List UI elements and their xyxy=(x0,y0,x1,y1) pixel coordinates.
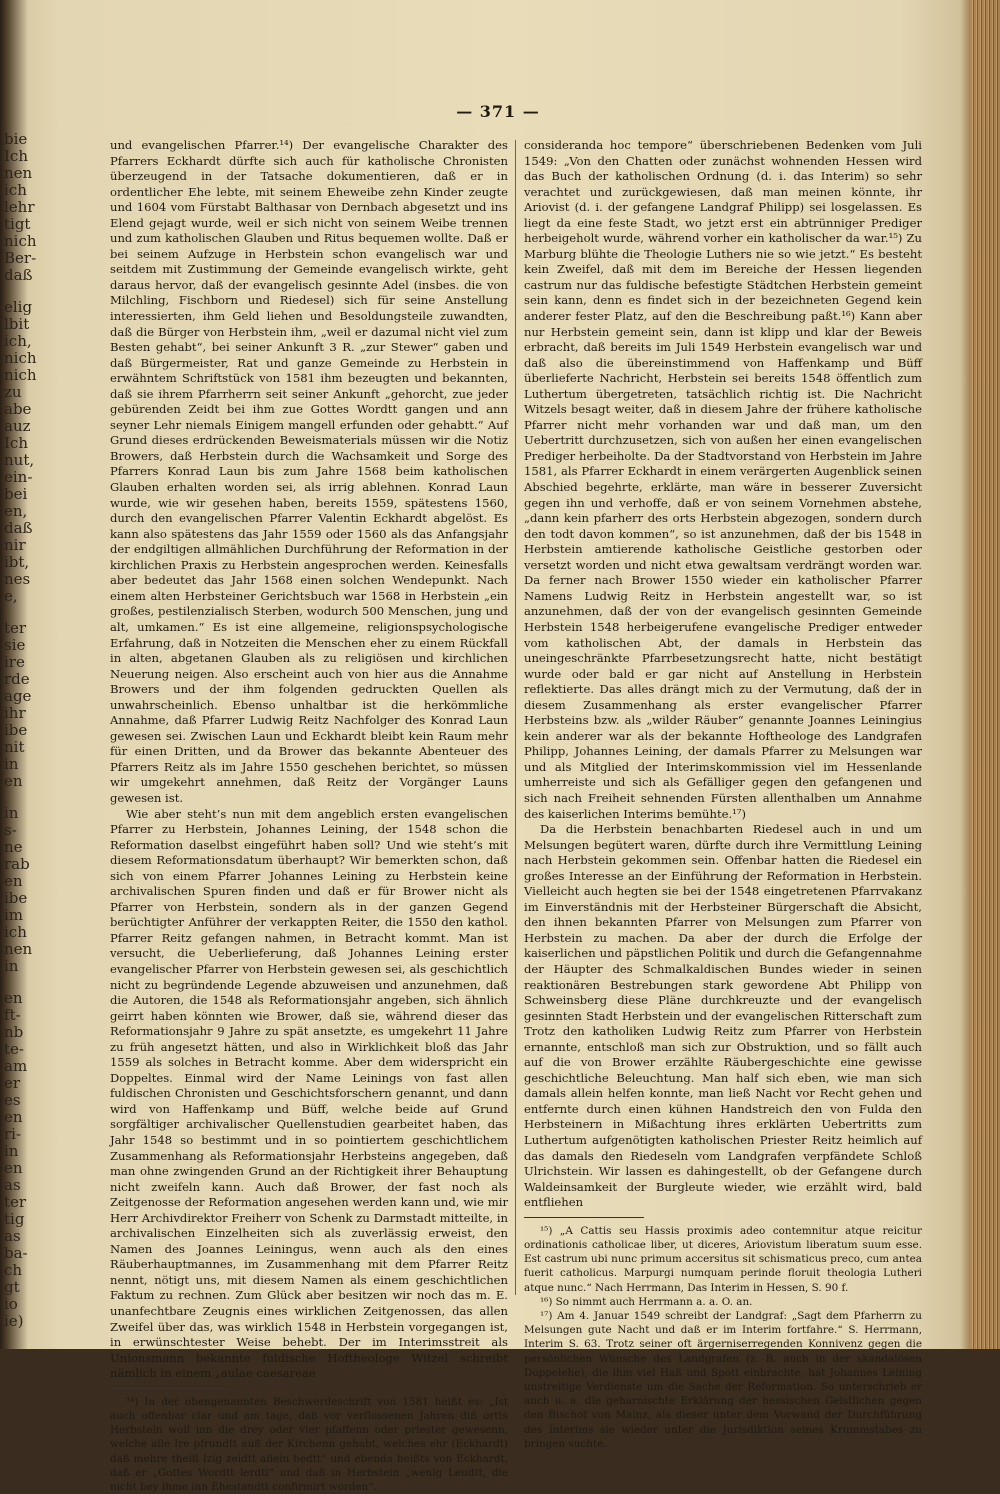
margin-fragment: elig xyxy=(4,298,33,316)
margin-fragment: ba- xyxy=(4,1244,28,1262)
margin-fragment: s- xyxy=(4,821,17,839)
margin-fragment: ich, xyxy=(4,332,32,350)
left-page-edge xyxy=(0,0,48,1349)
margin-fragment: ibt, xyxy=(4,553,30,571)
margin-fragment: ibe xyxy=(4,889,28,907)
margin-fragment: en xyxy=(4,872,23,890)
margin-fragment: ri- xyxy=(4,1125,22,1143)
right-text-column xyxy=(524,138,922,1451)
margin-fragment: nen xyxy=(4,164,33,182)
margin-fragment: en, xyxy=(4,502,28,520)
body-paragraph: consideranda hoc tempore“ überschriebenen Bedenken vom Juli 1549: „Von den Chatten oder zunächst wohnenden Hessen wird das Buch der katholischen Ordnung (d. i. das Interim) so sehr verachtet und zurückgewiesen, daß man meinen könnte, ihr Ariovist (d. i. der gefangene Landgraf Philipp) sei losgelassen. Es liegt da eine feste Stadt, wo jetzt erst ein abtrünniger Prediger herbeigeholt wurde, während vorher ein katholischer da war.¹⁵) Zu Marburg blühte die Theologie Luthers nie so wie jetzt.“ Es besteht kein Zweifel, daß mit dem im Bereiche der Hessen liegenden castrum nur das fuldische befestigte Städtchen Herbstein gemeint sein kann, denn es findet sich in der bezeichneten Gegend kein anderer fester Platz, auf den die Beschreibung paßt.¹⁶) Kann aber nur Herbstein gemeint sein, dann ist klipp und klar der Beweis erbracht, daß bereits im Juli 1549 Herbstein evangelisch war und daß also die übereinstimmend von Haffenkamp und Büff überlieferte Nachricht, Herbstein sei bereits 1548 öffentlich zum Luthertum übergetreten, tatsächlich richtig ist. Die Nachricht Witzels besagt weiter, daß in diesem Jahre der frühere katholische Pfarrer nicht mehr vorhanden war und daß man, um den Uebertritt durchzusetzen, sich von außen her einen evangelischen Prediger herbeiholte. Da der Stadtvorstand von Herbstein im Jahre 1581, als Pfarrer Eckhardt in einem verärgerten Augenblick seinen Abschied begehrte, erklärte, man wäre in besserer Zuversicht gegen ihn und verhoffe, daß er von seinem Vornehmen abstehe, „dann kein pfarherr des orts Herbstein abgezogen, sondern durch den todt davon kommen“, so ist anzunehmen, daß der bis 1548 in Herbstein amtierende katholische Geistliche gestorben oder versetzt worden und nicht etwa gewaltsam verdrängt worden war. Da ferner nach Brower 1550 wieder ein katholischer Pfarrer Namens Ludwig Reitz in Herbstein angestellt war, so ist anzunehmen, daß der von der evangelisch gesinnten Gemeinde Herbstein 1548 herbeigerufene evangelische Prediger entweder vom katholischen Abt, der damals in Herbstein das uneingeschränkte Pfarrbesetzungsrecht hatte, nicht bestätigt wurde oder bald er gar nicht auf Anstellung in Herbstein reflektierte. Das alles drängt mich zu der Vermutung, daß der in diesem Zusammenhang als erster evangelischer Pfarrer Herbsteins bzw. als „wilder Räuber“ genannte Joannes Leiningius kein anderer war als der bekannte Hoftheologe des Landgrafen Philipp, Johannes Leining, der damals Pfarrer zu Melsungen war und als Mitglied der Interimskommission viel im Hessenlande umherreiste und sich als Gefälliger gegen den gefangenen und sich nach Freiheit sehnenden Fürsten allenthalben um Annahme des kaiserlichen Interims bemühte.¹⁷) xyxy=(524,138,922,821)
margin-fragment: io xyxy=(4,1295,18,1313)
margin-fragment: ch xyxy=(4,1261,23,1279)
margin-fragment: nich xyxy=(4,349,37,367)
margin-fragment: ich xyxy=(4,923,27,941)
margin-fragment: ein- xyxy=(4,468,33,486)
margin-fragment: nich xyxy=(4,366,37,384)
footnote: ¹⁵) „A Cattis seu Hassis proximis adeo contemnitur atque reicitur ordinationis catholicae liber, ut diceres, Ariovistum liberatum suum esse. Est castrum ubi nunc primum accersitus sit schismaticus preco, cum antea fuerit catholicus. Marpurgi numquam perinde floruit theologia Lutheri atque nunc.“ Nach Herrmann, Das Interim in Hessen, S. 90 f. xyxy=(524,1224,922,1294)
margin-fragment: tigt xyxy=(4,215,31,233)
footnote: ¹⁴) In der obengenannten Beschwerdeschrift von 1581 heißt es: „Ist auch offenbar clar und am tage, daß vor verflossenen Jahren diß ortts Herbstein woll inn die drey oder vier pfaffenn oder priester gewesenn, welche alle Ire pfrundtt auß der Kirchenn gehabt, welches ehr (Eckhardt) daß mehre theill Izig zeidtt allein hedtt“ und ebenda heißts von Eckhardt, daß er „Gottes Wordtt lerdti“ und daß in Herbstein „wenig Leudtt, die nicht bey ihme inn Ehestandtt confirmirt worden“. xyxy=(110,1395,508,1493)
margin-fragment: daß xyxy=(4,266,33,284)
left-footnotes xyxy=(110,1395,508,1494)
margin-fragment: ter xyxy=(4,1193,27,1211)
margin-fragment: in xyxy=(4,957,19,975)
margin-fragment: lbit xyxy=(4,315,30,333)
margin-fragment: te- xyxy=(4,1040,24,1058)
margin-fragment: en xyxy=(4,1159,23,1177)
margin-fragment: ich xyxy=(4,181,27,199)
left-text-column xyxy=(110,138,508,1494)
margin-fragment: in xyxy=(4,804,19,822)
margin-fragment: nen xyxy=(4,940,33,958)
margin-fragment: as xyxy=(4,1227,21,1245)
footnote-divider xyxy=(110,1388,230,1389)
margin-fragment: nb xyxy=(4,1023,24,1041)
margin-fragment: abe xyxy=(4,400,32,418)
margin-fragment: ibe xyxy=(4,721,28,739)
margin-fragment: nut, xyxy=(4,451,35,469)
margin-fragment: e, xyxy=(4,587,18,605)
margin-fragment: rab xyxy=(4,855,30,873)
footnote: ¹⁶) So nimmt auch Herrmann a. a. O. an. xyxy=(540,1295,753,1308)
margin-fragment: sie xyxy=(4,636,26,654)
margin-fragment: ire xyxy=(4,653,25,671)
margin-fragment: nir xyxy=(4,536,26,554)
margin-fragment: age xyxy=(4,687,32,705)
margin-fragment: Ich xyxy=(4,434,28,452)
margin-fragment: as xyxy=(4,1176,21,1194)
footnote-divider xyxy=(524,1217,644,1218)
margin-fragment: bie xyxy=(4,130,28,148)
margin-fragment: ie) xyxy=(4,1312,24,1330)
margin-fragment: am xyxy=(4,1057,28,1075)
page-number: — 371 — xyxy=(456,102,540,121)
book-page xyxy=(78,96,922,1493)
margin-fragment: rde xyxy=(4,670,30,688)
margin-fragment: en xyxy=(4,772,23,790)
margin-fragment: ihr xyxy=(4,704,26,722)
right-footnotes xyxy=(524,1224,922,1451)
body-paragraph: Da die Herbstein benachbarten Riedesel auch in und um Melsungen begütert waren, dürfte durch ihre Vermittlung Leining nach Herbstein gekommen sein. Offenbar hatten die Riedesel ein großes Interesse an der Einführung der Reformation in Herbstein. Vielleicht auch hegten sie bei der 1548 eingetretenen Pfarrvakanz im Einverständnis mit der Herbsteiner Bürgerschaft die Absicht, den ihnen bekannten Pfarrer von Melsungen zum Pfarrer von Herbstein zu machen. Da aber der durch die Erfolge der kaiserlichen und päpstlichen Politik und durch die Gefangennahme der Häupter des Schmalkaldischen Bundes wieder in seinen reaktionären Bestrebungen stark gewordene Abt Philipp von Schweinsberg diese Pläne durchkreuzte und der evangelisch gesinnten Stadt Herbstein und der evangelischen Ritterschaft zum Trotz den katholiken Ludwig Reitz zum Pfarrer von Herbstein ernannte, entschloß man sich zur Obstruktion, und so fällt auch auf die von Brower erzählte Räubergeschichte eine gewisse geschichtliche Beleuchtung. Man half sich eben, wie man sich damals allein helfen konnte, man ließ Nacht vor Recht gehen und entfernte durch einen kühnen Handstreich den von Fulda den Herbsteinern in Mißachtung ihres erklärten Uebertritts zum Luthertum aufgenötigten katholischen Priester Reitz heimlich auf das damals den Riedeseln vom Landgrafen verpfändete Schloß Ulrichstein. Wir lassen es dahingestellt, ob der Gefangene durch Waldeinsamkeit der Burgleute wieder, wie erzählt wird, bald entfliehen xyxy=(524,822,922,1210)
margin-fragment: bei xyxy=(4,485,28,503)
column-divider xyxy=(515,140,516,1295)
margin-fragment: nit xyxy=(4,738,25,756)
body-paragraph: Wie aber steht’s nun mit dem angeblich ersten evangelischen Pfarrer zu Herbstein, Johannes Leining, der 1548 schon die Reformation daselbst eingeführt haben soll? Und wie steht’s mit diesem Reformationsdatum überhaupt? Wir bemerkten schon, daß sich von einem Pfarrer Johannes Leining zu Herbstein keine archivalischen Spuren finden und daß er für Brower nicht als Pfarrer von Herbstein, sondern als in der ganzen Gegend berüchtigter Anführer der verkappten Reiter, die 1550 den kathol. Pfarrer Reitz gefangen nahmen, in Betracht kommt. Man ist versucht, die Ueberlieferung, daß Johannes Leining erster evangelischer Pfarrer von Herbstein gewesen sei, als geschichtlich nicht zu begründende Legende abzuweisen und anzunehmen, daß die Autoren, die 1548 als Reformationsjahr angeben, sich ähnlich geirrt haben könnten wie Brower, daß sie, während dieser das Reformationsjahr 9 Jahre zu spät ansetzte, es umgekehrt 11 Jahre zu früh angesetzt hätten, und also in Wirklichkeit bloß das Jahr 1559 als solches in Betracht komme. Aber dem widerspricht ein Doppeltes. Einmal wird der Name Leinings von fast allen fuldischen Chronisten und Geschichtsforschern genannt, und dann wird von Haffenkamp und Büff, welche beide auf Grund sorgfältiger archivalischer Quellenstudien gearbeitet haben, das Jahr 1548 so bestimmt und in so pointiertem geschichtlichem Zusammenhang als Reformationsjahr Herbsteins angegeben, daß man ohne zwingenden Grund an der Richtigkeit ihrer Behauptung nicht zweifeln kann. Auch daß Brower, der fast noch als Zeitgenosse der Reformation angesehen werden kann und, wie mir Herr Archivdirektor Freiherr von Schenk zu Darmstadt mitteilte, in archivalischen Einzelheiten sich als zuverlässig erweist, den Namen des Joannes Leiningus, wenn auch als den eines Räuberhauptmannes, im Zusammenhang mit dem Pfarrer Reitz nennt, nötigt uns, mit diesem Namen als einem geschichtlichen Faktum zu rechnen. Zum Glück aber besitzen wir noch das m. E. unanfechtbare Zeugnis eines wirklichen Zeitgenossen, das allen Zweifel über das, was wirklich 1548 in Herbstein vorgegangen ist, in erwünschtester Weise behebt. Der im Interimsstreit als Unionsmann bekannte fuldische Hoftheologe Witzel schreibt nämlich in einem „aulae caesareae xyxy=(110,806,508,1381)
footnote: ¹⁷) Am 4. Januar 1549 schreibt der Landgraf: „Sagt dem Pfarherrn zu Melsungen gute Nacht und daß er im Interim fortfahre.“ S. Herrmann, Interim S. 63. Trotz seiner oft ärgerniserregenden Konnivenz gegen die persönlichen Wünsche des Landgrafen (z. B. auch in der skandalösen Doppelehe), die ihm viel Haß und Spott einbrachte, hat Johannes Leining unstreitige Verdienste um die Sache der Reformation. So unterschrieb er auch u. a. die geharnischte Erklärung der hessischen Geistlichen gegen den Bischof von Mainz, als dieser unter dem Vorwand der Durchführung des Interims sie wieder unter die Jurisdiktion seines Krummstabes zu bringen suchte. xyxy=(524,1309,922,1450)
margin-fragment: ne xyxy=(4,838,23,856)
margin-fragment: en xyxy=(4,989,23,1007)
page-edges-decoration xyxy=(970,0,1000,1349)
margin-fragment: gt xyxy=(4,1278,20,1296)
margin-fragment: in xyxy=(4,1142,19,1160)
margin-fragment: lehr xyxy=(4,198,35,216)
margin-fragment: zu xyxy=(4,383,22,401)
margin-fragment: er xyxy=(4,1074,21,1092)
margin-fragment: tig xyxy=(4,1210,25,1228)
margin-fragment: auz xyxy=(4,417,31,435)
margin-fragment: nes xyxy=(4,570,31,588)
margin-fragment: es xyxy=(4,1091,21,1109)
margin-fragment: nich xyxy=(4,232,37,250)
margin-fragment: daß xyxy=(4,519,33,537)
body-paragraph: und evangelischen Pfarrer.¹⁴) Der evangelische Charakter des Pfarrers Eckhardt dürfte sich auch für katholische Chronisten überzeugend in der Tatsache dokumentieren, daß er in ordentlicher Ehe lebte, mit seinem Eheweibe zehn Kinder zeugte und 1604 vom Fürstabt Balthasar von Dernbach abgesetzt und ins Elend gejagt wurde, weil er sich nicht von seinem Weibe trennen und zum katholischen Glauben und Ritus bequemen wollte. Daß er bei seinem Aufzuge in Herbstein schon evangelisch war und seitdem mit Zustimmung der Gemeinde evangelisch wirkte, geht daraus hervor, daß der evangelisch gesinnte Adel (insbes. die von Milchling, Fischborn und Riedesel) sich für seine Anstellung interessierten, ihm Geld liehen und Besoldungsteile zuwandten, daß die Bürger von Herbstein ihm, „weil er dazumal nicht viel zum Besten gehabt“, bei seiner Ankunft 3 R. „zur Stewer“ gaben und daß Bürgermeister, Rat und ganze Gemeinde zu Herbstein in erwähntem Schriftstück von 1581 ihm bezeugten und bekannten, daß sie ihrem Pfarrherrn seit seiner Ankunft „gehorcht, zue jeder gebürenden Zeidt bei ihm zue Gottes Wordtt gangen und ann seyner Lehr niemals Einigem mangell erfunden oder gehabtt.“ Auf Grund dieses erdrückenden Beweismaterials müssen wir die Notiz Browers, daß Herbstein durch die Wachsamkeit und Sorge des Pfarrers Konrad Laun bis zum Jahre 1568 beim katholischen Glauben erhalten worden sei, als irrig ablehnen. Konrad Laun wurde, wie wir gesehen haben, bereits 1559, spätestens 1560, durch den evangelischen Pfarrer Valentin Eckhardt abgelöst. Es kann also spätestens das Jahr 1559 oder 1560 als das Anfangsjahr der endgiltigen allmählichen Durchführung der Reformation in der kirchlichen Praxis zu Herbstein angesprochen werden. Keinesfalls aber bedeutet das Jahr 1568 einen solchen Wendepunkt. Nach einem alten Herbsteiner Gerichtsbuch war 1568 in Herbstein „ein großes, pestilenzialisch Sterben, wodurch 500 Menschen, jung und alt, umkamen.“ Es ist eine allgemeine, religionspsychologische Erfahrung, daß in Notzeiten die Menschen eher zu einem Rückfall in alten, abgetanen Glauben als zu religiösen und kirchlichen Neuerung neigen. Also erscheint auch von hier aus die Annahme Browers und der ihm folgenden gedruckten Quellen als unwahrscheinlich. Ebenso unhaltbar ist die herkömmliche Annahme, daß Pfarrer Ludwig Reitz Nachfolger des Konrad Laun gewesen sei. Zwischen Laun und Eckhardt bleibt kein Raum mehr für einen Dritten, und da Brower das bekannte Abenteuer des Pfarrers Reitz als im Jahre 1550 geschehen berichtet, so müssen wir umgekehrt annehmen, daß Reitz der Vorgänger Launs gewesen ist. xyxy=(110,138,508,805)
margin-fragment: ter xyxy=(4,619,27,637)
margin-fragment: in xyxy=(4,755,19,773)
margin-fragment: en xyxy=(4,1108,23,1126)
margin-fragment: Ich xyxy=(4,147,28,165)
margin-fragment: ft- xyxy=(4,1006,21,1024)
margin-fragment: im xyxy=(4,906,24,924)
margin-fragment: Ber- xyxy=(4,249,37,267)
